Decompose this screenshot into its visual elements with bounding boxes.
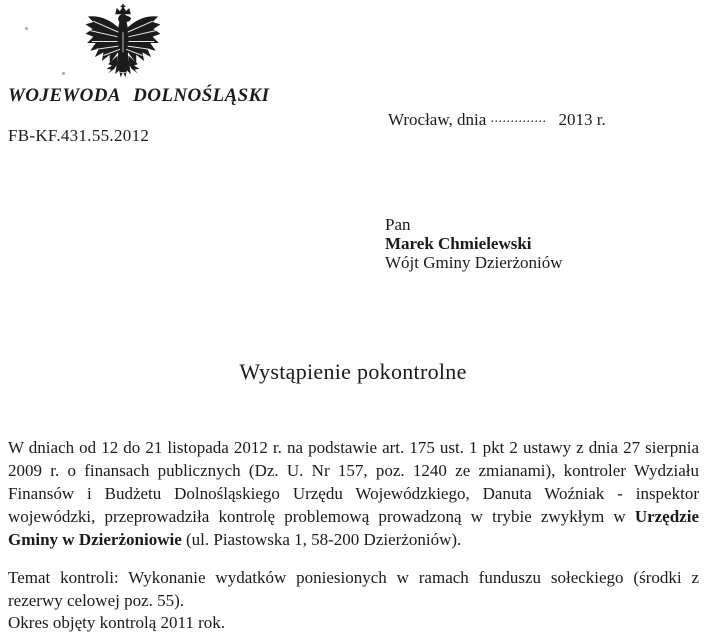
scan-speck bbox=[25, 27, 28, 30]
paragraph1-text-after: (ul. Piastowska 1, 58-200 Dzierżoniów). bbox=[181, 530, 462, 549]
date-suffix: 2013 r. bbox=[558, 110, 606, 129]
authority-name: WOJEWODA DOLNOŚLĄSKI bbox=[8, 85, 270, 106]
polish-eagle-emblem bbox=[84, 4, 162, 86]
paragraph-inspection-period: Okres objęty kontrolą 2011 rok. bbox=[8, 613, 226, 632]
case-number: FB-KF.431.55.2012 bbox=[8, 126, 150, 145]
scan-speck bbox=[62, 72, 65, 75]
date-prefix: Wrocław, dnia bbox=[388, 110, 487, 129]
paragraph-inspection-subject: Temat kontroli: Wykonanie wydatków poniesionych w ramach funduszu sołeckiego (środki z rezerwy celowej poz. 55). bbox=[8, 568, 699, 610]
addressee-block bbox=[385, 215, 563, 272]
addressee-position: Wójt Gminy Dzierżoniów bbox=[385, 253, 563, 272]
paragraph-inspection-basis bbox=[8, 436, 699, 551]
paragraph1-inspected-entity: Urzędzie Gminy w Dzierżoniowie bbox=[8, 507, 699, 549]
paragraph1-text-before: W dniach od 12 do 21 listopada 2012 r. na podstawie art. 175 ust. 1 pkt 2 ustawy z dnia 27 sierpnia 2009 r. o finansach publicznych (Dz. U. Nr 157, poz. 1240 ze zmianami), kontroler Wydziału Finansów i Budżetu Dolnośląskiego Urzędu Wojewódzkiego, Danuta Woźniak - inspektor wojewódzki, przeprowadziła kontrolę problemową prowadzoną w trybie zwykłym w bbox=[8, 438, 699, 526]
eagle-icon bbox=[84, 4, 162, 86]
addressee-name: Marek Chmielewski bbox=[385, 234, 532, 253]
document-title: Wystąpienie pokontrolne bbox=[239, 359, 467, 384]
date-dotted-line: .............. bbox=[490, 111, 547, 126]
addressee-salutation: Pan bbox=[385, 215, 411, 234]
date-line bbox=[388, 110, 606, 130]
